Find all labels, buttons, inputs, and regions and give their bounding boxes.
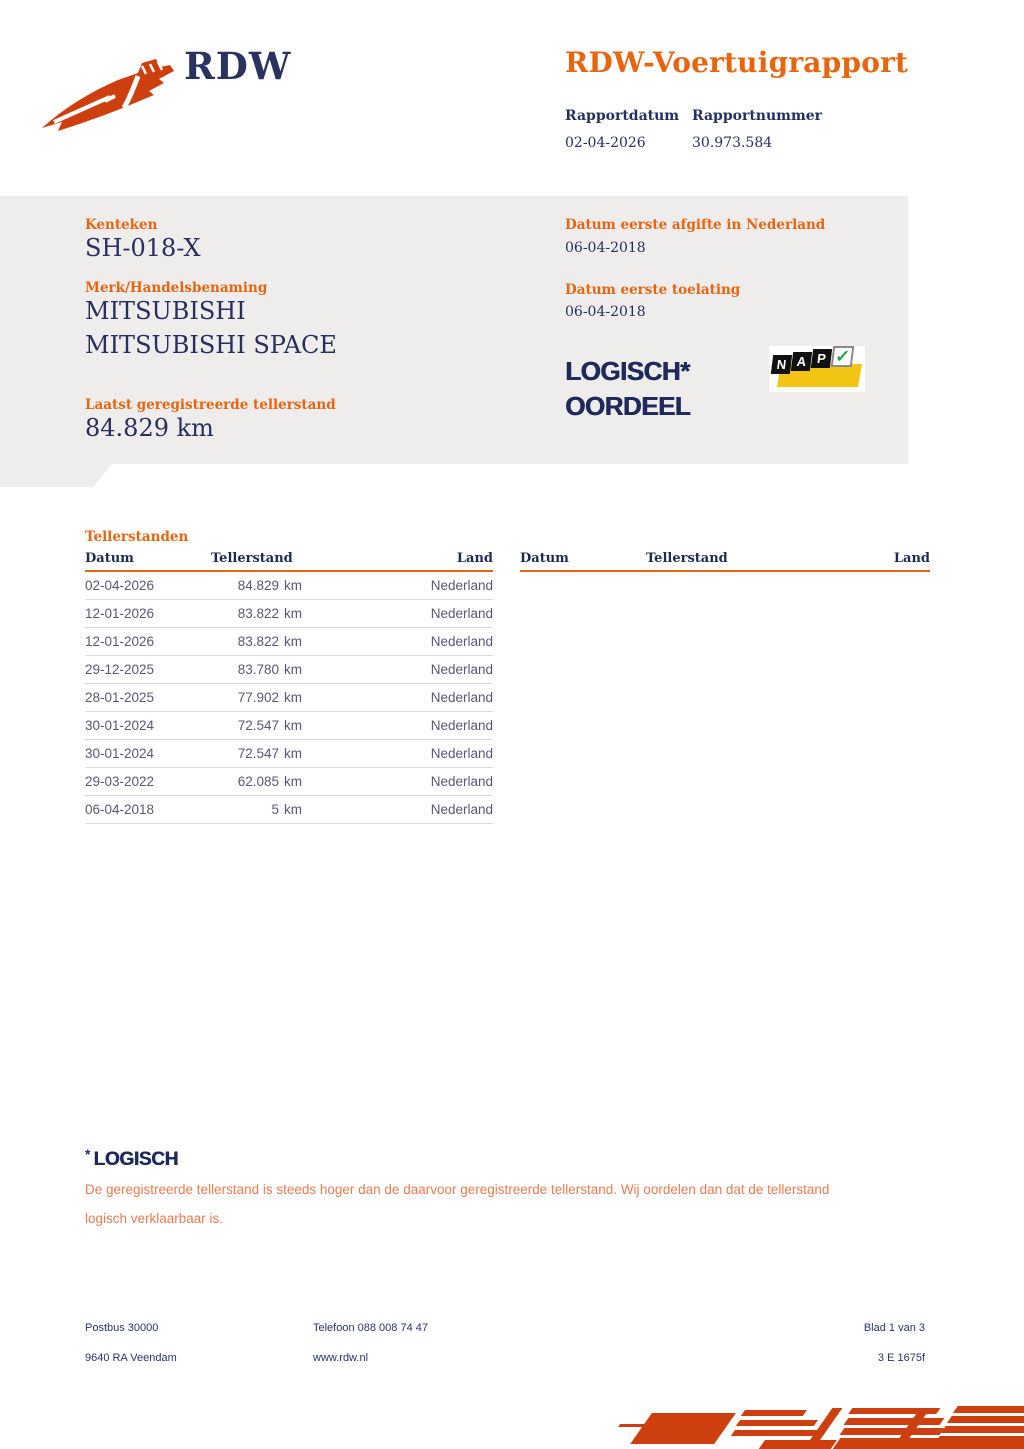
table-row xyxy=(85,600,493,628)
table-row xyxy=(85,768,493,796)
odometer-value: 62.085 xyxy=(237,774,279,789)
cell-datum: 02-04-2026 xyxy=(85,578,155,593)
oordeel-line1: LOGISCH* xyxy=(565,356,690,386)
col-header-datum: Datum xyxy=(520,551,569,566)
toelating-value: 06-04-2018 xyxy=(565,304,646,320)
cell-land: Nederland xyxy=(430,662,493,677)
odometer-unit: km xyxy=(284,774,302,789)
cell-datum: 06-04-2018 xyxy=(85,802,155,817)
footer-address-line1: Postbus 30000 xyxy=(85,1322,159,1334)
nap-logo xyxy=(769,346,865,392)
cell-tellerstand xyxy=(211,746,431,761)
table-row xyxy=(85,740,493,768)
table-row xyxy=(85,628,493,656)
table-row xyxy=(85,572,493,600)
footer-website xyxy=(313,1352,368,1364)
cell-tellerstand xyxy=(211,606,431,621)
cell-tellerstand xyxy=(211,774,431,789)
cell-land: Nederland xyxy=(430,774,493,789)
table-row xyxy=(85,796,493,824)
table-row xyxy=(85,712,493,740)
oordeel-verdict xyxy=(565,354,690,424)
odometer-unit: km xyxy=(284,802,302,817)
odometer-unit: km xyxy=(284,690,302,705)
table-header-row xyxy=(85,551,493,572)
nap-letter-n: N xyxy=(771,355,792,374)
cell-land: Nederland xyxy=(430,606,493,621)
tellerstanden-table-left xyxy=(85,551,493,824)
odometer-unit: km xyxy=(284,606,302,621)
report-date-label: Rapportdatum xyxy=(565,108,680,124)
odometer-unit: km xyxy=(284,662,302,677)
rdw-wordmark: RDW xyxy=(184,44,292,88)
vehicle-summary-panel xyxy=(0,196,908,464)
footnote-title: LOGISCH xyxy=(93,1149,178,1170)
nap-letter-p: P xyxy=(811,349,832,368)
toelating-label: Datum eerste toelating xyxy=(565,282,741,298)
cell-tellerstand xyxy=(211,718,431,733)
footnote-text: De geregistreerde tellerstand is steeds hoger dan de daarvoor geregistreerde tellerstand. Wij oordelen dan dat de tellerstand logisch verklaarbaar is. xyxy=(85,1182,830,1226)
panel-tail-shape xyxy=(0,464,112,487)
cell-tellerstand xyxy=(211,634,431,649)
odometer-value: 83.780 xyxy=(237,662,279,677)
col-header-land: Land xyxy=(893,551,930,566)
cell-land: Nederland xyxy=(430,634,493,649)
rdw-swoosh-logo-icon xyxy=(38,50,180,134)
footnote-asterisk: * xyxy=(85,1146,91,1162)
odometer-value: 72.547 xyxy=(237,718,279,733)
footer-phone: Telefoon 088 008 74 47 xyxy=(313,1322,428,1334)
cell-land: Nederland xyxy=(430,746,493,761)
odometer-value: 84.829 xyxy=(237,578,279,593)
odometer-unit: km xyxy=(284,634,302,649)
cell-datum: 29-12-2025 xyxy=(85,662,155,677)
footer-address-line2: 9640 RA Veendam xyxy=(85,1352,177,1364)
cell-datum: 30-01-2024 xyxy=(85,718,155,733)
odometer-unit: km xyxy=(284,578,302,593)
cell-land: Nederland xyxy=(430,718,493,733)
page-title: RDW-Voertuigrapport xyxy=(565,46,909,79)
report-number-label: Rapportnummer xyxy=(692,108,823,124)
cell-tellerstand xyxy=(211,662,431,677)
footer-page-number: Blad 1 van 3 xyxy=(863,1322,925,1334)
cell-datum: 29-03-2022 xyxy=(85,774,155,789)
merk-label: Merk/Handelsbenaming xyxy=(85,280,268,296)
cell-tellerstand xyxy=(211,802,431,817)
cell-datum: 12-01-2026 xyxy=(85,634,155,649)
col-header-tellerstand: Tellerstand xyxy=(211,551,293,566)
cell-land: Nederland xyxy=(430,690,493,705)
merk-value: MITSUBISHI xyxy=(85,297,246,325)
table-body xyxy=(85,572,493,824)
handelsbenaming-value: MITSUBISHI SPACE xyxy=(85,331,337,359)
afgifte-value: 06-04-2018 xyxy=(565,240,646,256)
afgifte-label: Datum eerste afgifte in Nederland xyxy=(565,217,826,233)
footnote-heading xyxy=(85,1146,178,1171)
cell-land: Nederland xyxy=(430,802,493,817)
deco-stripes-graphic xyxy=(590,1400,1024,1449)
col-header-datum: Datum xyxy=(85,551,134,566)
odometer-value: 72.547 xyxy=(237,746,279,761)
footer-form-code: 3 E 1675f xyxy=(877,1352,925,1364)
odometer-value: 5 xyxy=(271,802,279,817)
odometer-unit: km xyxy=(284,718,302,733)
cell-tellerstand xyxy=(211,690,431,705)
cell-datum: 28-01-2025 xyxy=(85,690,155,705)
report-number-value: 30.973.584 xyxy=(692,135,773,151)
report-date-value: 02-04-2026 xyxy=(565,135,646,151)
odometer-value: 77.902 xyxy=(237,690,279,705)
kenteken-label: Kenteken xyxy=(85,217,158,233)
tellerstand-value: 84.829 km xyxy=(85,414,214,442)
tellerstand-label: Laatst geregistreerde tellerstand xyxy=(85,397,336,413)
nap-letter-a: A xyxy=(791,352,812,371)
cell-tellerstand xyxy=(211,578,431,593)
col-header-land: Land xyxy=(456,551,493,566)
website-link[interactable]: www.rdw.nl xyxy=(313,1352,369,1364)
table-header-row xyxy=(520,551,930,572)
cell-datum: 30-01-2024 xyxy=(85,746,155,761)
odometer-value: 83.822 xyxy=(237,606,279,621)
table-row xyxy=(85,684,493,712)
odometer-unit: km xyxy=(284,746,302,761)
col-header-tellerstand: Tellerstand xyxy=(646,551,728,566)
cell-land: Nederland xyxy=(430,578,493,593)
odometer-value: 83.822 xyxy=(237,634,279,649)
cell-datum: 12-01-2026 xyxy=(85,606,155,621)
tellerstanden-table-right xyxy=(520,551,930,572)
table-row xyxy=(85,656,493,684)
kenteken-value: SH-018-X xyxy=(85,234,201,262)
oordeel-line2: OORDEEL xyxy=(565,391,691,421)
tellerstanden-section-title: Tellerstanden xyxy=(85,529,189,545)
nap-checkmark-icon: ✓ xyxy=(831,346,855,367)
